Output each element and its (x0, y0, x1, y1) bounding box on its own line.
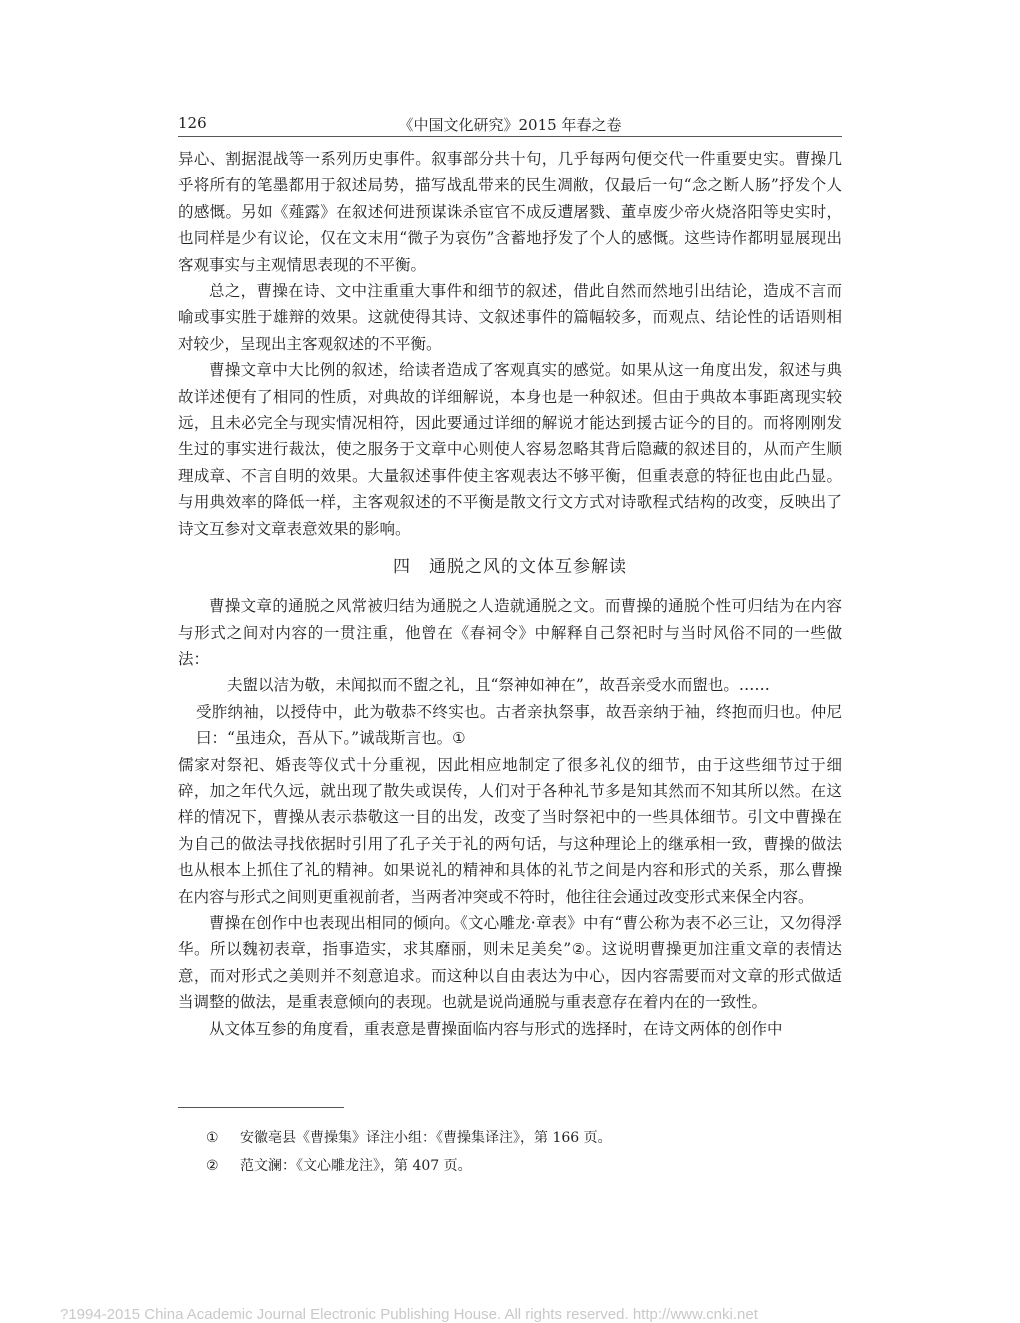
paragraph-narration: 曹操文章中大比例的叙述，给读者造成了客观真实的感觉。如果从这一角度出发，叙述与典故详述便有了相同的性质，对典故的详细解说，本身也是一种叙述。但由于典故本事距离现实较远，且未必完全与现实情况相符，因此要通过详细的解说才能达到援古证今的目的。而将刚刚发生过的事实进行裁汰，使之服务于文章中心则使人容易忽略其背后隐藏的叙述目的，从而产生顺理成章、不言自明的效果。大量叙述事件使主客观表达不够平衡，但重表意的特征也由此凸显。与用典效率的降低一样，主客观叙述的不平衡是散文行文方式对诗歌程式结构的改变，反映出了诗文互参对文章表意效果的影响。 (178, 361, 842, 538)
footnote-item (206, 1152, 826, 1180)
footnote-item (206, 1124, 826, 1152)
paragraph-last: 从文体互参的角度看，重表意是曹操面临内容与形式的选择时，在诗文两体的创作中 (209, 1019, 783, 1038)
footnote-divider (178, 1107, 344, 1108)
section-heading: 四 通脱之风的文体互参解读 (393, 557, 627, 578)
footnote-ref-1[interactable]: ① (452, 729, 466, 748)
quote-line-2 (196, 699, 842, 752)
paragraph-continued: 异心、割据混战等一系列历史事件。叙事部分共十句，几乎每两句便交代一件重要史实。曹操几乎将所有的笔墨都用于叙述局势，描写战乱带来的民生凋敝，仅最后一句“念之断人肠”抒发个人的感慨。另如《薤露》在叙述何进预谋诛杀宦官不成反遭屠戮、董卓废少帝火烧洛阳等史实时，也同样是少有议论，仅在文末用“微子为哀伤”含蓄地抒发了个人的感慨。这些诗作都明显展现出客观事实与主观情思表现的不平衡。 (178, 150, 842, 274)
footnotes (206, 1124, 826, 1180)
running-title: 《中国文化研究》2015 年春之卷 (398, 116, 622, 134)
paragraph-after-quote: 儒家对祭祀、婚丧等仪式十分重视，因此相应地制定了很多礼仪的细节，由于这些细节过于细碎，加之年代久远，就出现了散失或误传，人们对于各种礼节多是知其然而不知其所以然。在这样的情况下，曹操从表示恭敬这一目的出发，改变了当时祭祀中的一些具体细节。引文中曹操在为自己的做法寻找依据时引用了孔子关于礼的两句话，与这种理论上的继承相一致，曹操的做法也从根本上抓住了礼的精神。如果说礼的精神和具体的礼节之间是内容和形式的关系，那么曹操在内容与形式之间则更重视前者，当两者冲突或不符时，他往往会通过改变形式来保全内容。 (178, 755, 842, 906)
paragraph-intro: 曹操文章的通脱之风常被归结为通脱之人造就通脱之文。而曹操的通脱个性可归结为在内容与形式之间对内容的一贯注重，他曾在《春祠令》中解释自己祭祀时与当时风俗不同的一些做法： (178, 597, 842, 668)
quote-line-1: 夫盥以洁为敬，未闻拟而不盥之礼，且“祭神如神在”，故吾亲受水而盥也。…… (227, 676, 770, 695)
footnote-text: 安徽亳县《曹操集》译注小组：《曹操集译注》，第 166 页。 (240, 1130, 612, 1146)
paragraph-wenxin-before: 曹操在创作中也表现出相同的倾向。《文心雕龙·章表》中有“曹公称为表不必三让，又勿得浮华。所以魏初表章，指事造实，求其靡丽，则未足美矣” (178, 913, 842, 959)
article-body (178, 146, 842, 1042)
paragraph-summary: 总之，曹操在诗、文中注重重大事件和细节的叙述，借此自然而然地引出结论，造成不言而喻或事实胜于雄辩的效果。这就使得其诗、文叙述事件的篇幅较多，而观点、结论性的话语则相对较少，呈现出主客观叙述的不平衡。 (178, 282, 842, 353)
page-number: 126 (178, 114, 207, 132)
quote-text: 受胙纳袖，以授侍中，此为敬恭不终实也。古者亲执祭事，故吾亲纳于袖，终抱而归也。仲尼曰：“虽违众，吾从下。”诚哉斯言也。 (196, 702, 842, 748)
footnote-text: 范文澜：《文心雕龙注》，第 407 页。 (240, 1158, 472, 1174)
paragraph-wenxin-after: 。这说明曹操更加注重文章的表情达意，而对形式之美则并不刻意追求。而这种以自由表达为中心，因内容需要而对文章的形式做适当调整的做法，是重表意倾向的表现。也就是说尚通脱与重表意存在着内在的一致性。 (178, 940, 842, 1012)
footnote-ref-2[interactable]: ② (571, 940, 586, 959)
copyright-watermark: ?1994-2015 China Academic Journal Electronic Publishing House. All rights reserved. http://www.cnki.net (60, 1306, 758, 1323)
footnote-marker: ② (206, 1158, 219, 1174)
paragraph-wenxin (178, 910, 842, 1016)
page-header (178, 112, 842, 137)
block-quote (196, 672, 842, 751)
footnote-marker: ① (206, 1130, 219, 1146)
